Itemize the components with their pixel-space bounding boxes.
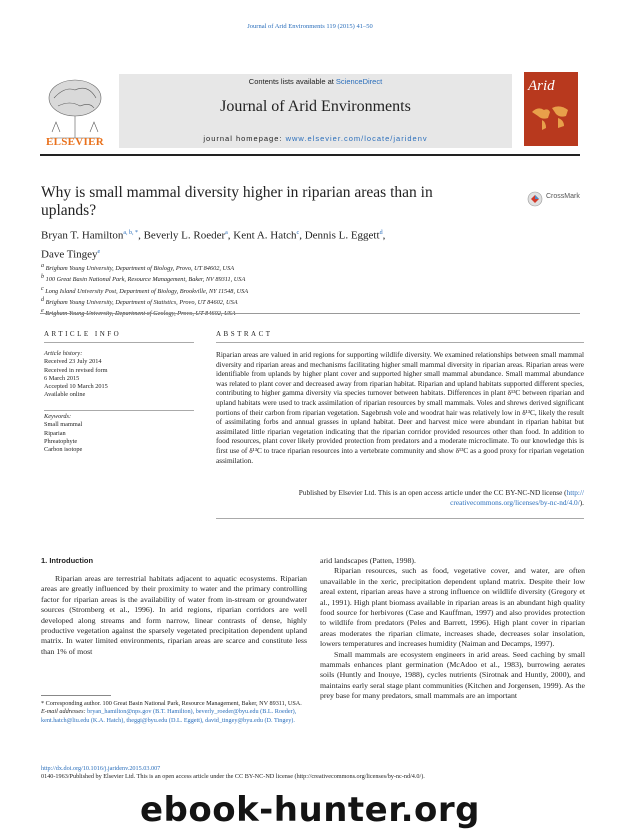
contents-line (119, 77, 512, 86)
author-affil-sup[interactable]: d (379, 230, 383, 236)
history-item: 6 March 2015 (44, 374, 80, 382)
sciencedirect-link[interactable]: ScienceDirect (335, 77, 383, 86)
article-info-heading: ARTICLE INFO (44, 330, 122, 338)
intro-column-right (320, 556, 585, 702)
affil-text: Brigham Young University, Department of Statistics, Provo, UT 84602, USA (45, 298, 238, 306)
license-suffix: ). (579, 497, 584, 507)
author-name[interactable]: Kent A. Hatch (233, 229, 297, 242)
author-name[interactable]: Beverly L. Roeder (143, 229, 226, 242)
introduction-heading: 1. Introduction (41, 556, 94, 565)
affiliation-item (41, 296, 441, 307)
keyword-item: Phreatophyte (44, 437, 78, 445)
abstract-heading: ABSTRACT (216, 330, 273, 338)
affiliation-item (41, 262, 441, 273)
contents-prefix: Contents lists available at (248, 77, 336, 86)
abstract-rule (216, 342, 584, 343)
history-item: Accepted 10 March 2015 (44, 383, 108, 391)
section-divider (40, 313, 580, 314)
affil-key: b (41, 274, 44, 281)
author-affil-sup[interactable]: a (225, 230, 228, 236)
intro-column-left (41, 574, 307, 657)
footnotes (41, 700, 307, 725)
article-info-rule (44, 342, 194, 343)
keywords-label: Keywords: (44, 413, 72, 420)
intro-paragraph: Riparian resources, such as food, vegetative cover, and water, are often unavailable in the xeric, precipitation dependent upland matrix. Despite their low areal extent, riparian areas have a strong influence on wildlife diversity (Gregory et al., 1991). High plant biomass available in riparian areas is an abundant high quality food source for herbivores (Case and Kauffman, 1997) and also provides protection to wildlife from predators (Peles and Barrett, 1996). High plant cover in riparian areas moderates the riparian climate, increases shade, decreases solar insolation, lowers temperatures and increases humidity (Naiman and Decamps, 1997). (320, 566, 585, 649)
affil-key: a (41, 263, 44, 269)
keywords-rule (44, 410, 194, 411)
homepage-line (119, 134, 512, 143)
keyword-item: Carbon isotope (44, 446, 83, 454)
affil-text: Long Island University Post, Department of Biology, Brookville, NY 11548, USA (45, 287, 249, 295)
author-affil-sup[interactable]: c (296, 230, 300, 236)
cover-title: Arid (528, 78, 555, 94)
affil-text: Brigham Young University, Department of Geology, Provo, UT 84602, USA (45, 310, 236, 318)
keywords (44, 413, 204, 454)
email-links[interactable]: bryan_hamilton@nps.gov (B.T. Hamilton), beverly_roeder@byu.edu (B.L. Roeder), kent.hatch@liu.edu (K.A. Hatch), theggi@byu.edu (D.L. Eggett), david_tingey@byu.edu (D. Tingey). (41, 708, 297, 724)
license-link-cont[interactable]: creativecommons.org/licenses/by-nc-nd/4.0/ (450, 497, 580, 507)
abstract-license-line (216, 488, 584, 507)
affil-text: 100 Great Basin National Park, Resource Management, Baker, NV 89311, USA (45, 276, 246, 284)
intro-paragraph: Riparian areas are terrestrial habitats adjacent to aquatic ecosystems. Riparian areas are greatly influenced by their proximity to water and the primary controlling factor for riparian areas is the availability of water from in-stream or groundwater sources (Stromberg et al., 1996). In arid regions, riparian corridors are well developed along streams and form narrow, linear contrasts of dense, highly productive vegetation against the sparsely vegetated precipitation dependent upland matrix. In water limited environments, riparian areas are scarce and constitute less than 1% of most (41, 574, 307, 656)
affiliation-item (41, 285, 441, 296)
affil-key: e (41, 308, 44, 315)
history-item: Received 23 July 2014 (44, 358, 102, 366)
keyword-item: Small mammal (44, 421, 83, 429)
paper-title: Why is small mammal diversity higher in riparian areas than in uplands? (41, 184, 433, 219)
crossmark-label[interactable]: CrossMark (546, 193, 580, 200)
affil-key: d (41, 296, 44, 303)
author-affil-sup[interactable]: e (97, 248, 101, 255)
doi-footer (41, 765, 581, 782)
watermark: ebook-hunter.org (139, 790, 481, 830)
email-label: E-mail addresses: (41, 708, 86, 716)
history-item: Received in revised form (44, 366, 108, 374)
homepage-link[interactable]: www.elsevier.com/locate/jaridenv (285, 134, 428, 143)
header-rule (40, 154, 580, 156)
license-prefix: Published by Elsevier Ltd. This is an open access article under the CC BY-NC-ND license ( (298, 488, 567, 497)
footnote-rule (41, 695, 111, 696)
affil-text: Brigham Young University, Department of Biology, Provo, UT 84602, USA (45, 265, 235, 273)
abstract-text: Riparian areas are valued in arid regions for supporting wildlife diversity. We examined relationships between small mammal diversity and riparian areas and mechanisms facilitating higher small mammal diversity in riparian areas. Riparian areas were identifiable from uplands by higher plant cover and supported higher small mammal abundance. Small mammal abundance was related to plant cover and decreased away from riparian habitat. Riparian and upland habitats supported different species, contributing to higher gamma diversity via species turnover between habitats. Differences in plant δ¹³C between riparian and upland habitats were used to track assimilation of riparian resources by small mammals. Voles and shrews derived significant portions of their carbon from riparian vegetation. Sagebrush vole and woodrat hair was relatively low in δ¹³C, likely the result of assimilating forbs and annual grasses in upland habitat. Deer and harvest mice were abundant in riparian habitat but assimilated little riparian vegetation indicating that the riparian corridor provided resources other than food. In addition to food resources, plant cover likely provided protection from predators and a moderate microclimate. To our knowledge this is first use of δ¹³C to trace riparian resources into a vertebrate community and show δ¹³C as a good proxy for riparian vegetation assimilation. (216, 350, 584, 465)
affil-key: c (41, 285, 44, 292)
elsevier-wordmark[interactable]: ELSEVIER (45, 136, 105, 148)
history-item: Available online (44, 391, 86, 399)
history-label: Article history: (44, 350, 83, 357)
affiliation-item (41, 273, 441, 284)
cover-world-map-icon (530, 102, 572, 132)
doi-link[interactable]: http://dx.doi.org/10.1016/j.jaridenv.2015.03.007 (41, 765, 161, 772)
affiliations (41, 262, 441, 318)
keyword-item: Riparian (44, 429, 66, 437)
abstract-bottom-rule (216, 518, 584, 519)
article-history (44, 350, 204, 400)
license-link[interactable]: http:// (566, 488, 584, 497)
author-affil-sup[interactable]: a, b, * (123, 230, 139, 236)
author-name[interactable]: Dave Tingey (41, 248, 98, 261)
homepage-prefix: journal homepage: (203, 134, 286, 143)
intro-paragraph: arid landscapes (Patten, 1998). (320, 556, 416, 565)
author-name[interactable]: Bryan T. Hamilton (41, 229, 124, 242)
corresponding-author-note: * Corresponding author. 100 Great Basin National Park, Resource Management, Baker, NV 89311, USA. (41, 700, 302, 707)
intro-paragraph: Small mammals are ecosystem engineers in arid areas. Seed caching by small mammals enhances plant germination (McAdoo et al., 1983), burrowing aerates soils (Huntly and Inouye, 1988), cycles nutrients (Sirotnak and Huntly, 2000), and maintains early seral stage plant communities (Kitchen and Jorgensen, 1999). As the prey base for many predators, small mammals are an important (320, 649, 585, 701)
journal-cover-thumbnail[interactable] (524, 72, 578, 146)
journal-citation[interactable]: Journal of Arid Environments 119 (2015) 41–50 (247, 23, 373, 30)
journal-title: Journal of Arid Environments (220, 98, 411, 115)
email-note (41, 708, 307, 725)
issn-line: 0140-1963/Published by Elsevier Ltd. This is an open access article under the CC BY-NC-ND license (http://creativecommons.org/licenses/by-nc-nd/4.0/). (41, 773, 425, 781)
author-list: Bryan T. Hamilton$^{a, b, *}$, Beverly L. Roeder$^a$, Kent A. Hatch$^c$, Dennis L. Eggett$^d$, Dave Tingey$^e$ (41, 229, 386, 261)
author-name[interactable]: Dennis L. Eggett (304, 229, 380, 242)
